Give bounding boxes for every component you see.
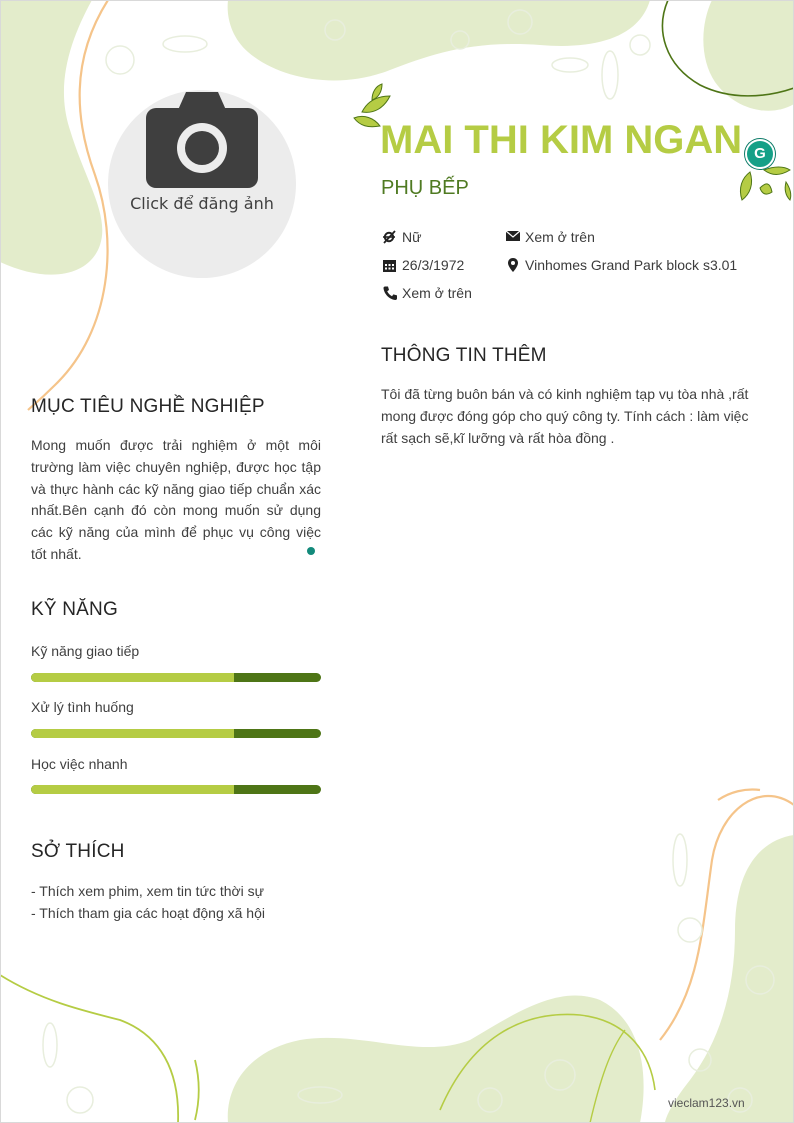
footer-brand[interactable]: vieclam123.vn <box>668 1096 745 1110</box>
extra-info-text: Tôi đã từng buôn bán và có kinh nghiệm tạp vụ tòa nhà ,rất mong được đóng góp cho quý công ty. Tính cách : làm việc rất sạch sẽ,kĩ lưỡng và rất hòa đồng . <box>381 386 749 446</box>
map-pin-icon <box>505 257 521 273</box>
grammarly-icon[interactable]: G <box>745 139 775 169</box>
calendar-icon <box>382 257 398 273</box>
hobby-item: - Thích xem phim, xem tin tức thời sự <box>31 883 265 899</box>
photo-caption: Click để đăng ảnh <box>130 194 274 213</box>
phone-icon <box>382 285 398 301</box>
job-title: PHỤ BẾP <box>381 177 469 199</box>
skill-bar-fill <box>31 729 234 738</box>
skills-title: KỸ NĂNG <box>31 599 118 620</box>
email-item <box>505 228 595 246</box>
cursor-dot <box>307 547 315 555</box>
skill-bar-fill <box>31 785 234 794</box>
phone-value: Xem ở trên <box>402 285 472 301</box>
objective-text: Mong muốn được trải nghiệm ở một môi trường làm việc chuyên nghiệp, được học tập và thực hành các kỹ năng giao tiếp chuẩn xác nhất.Bên cạnh đó còn mong muốn sử dụng các kỹ năng của mình để phục vụ công việc tốt nhất. <box>31 437 321 562</box>
hobby-item: - Thích tham gia các hoạt động xã hội <box>31 905 265 921</box>
hobbies-title: SỞ THÍCH <box>31 841 125 862</box>
candidate-name: MAI THI KIM NGAN <box>380 118 743 162</box>
envelope-icon <box>505 228 521 244</box>
birthday-value: 26/3/1972 <box>402 257 465 273</box>
gender-neuter-icon <box>382 229 398 245</box>
address-value: Vinhomes Grand Park block s3.01 <box>525 257 738 273</box>
objective-title: MỤC TIÊU NGHỀ NGHIỆP <box>31 396 265 417</box>
birthday-item <box>382 256 464 274</box>
skill-bar-fill <box>31 673 234 682</box>
skill-bar <box>31 729 321 738</box>
camera-icon <box>146 90 258 190</box>
extra-info-title: THÔNG TIN THÊM <box>381 345 547 366</box>
gender-item <box>382 228 421 246</box>
photo-upload[interactable] <box>108 90 296 278</box>
address-item <box>505 256 737 274</box>
skill-label: Kỹ năng giao tiếp <box>31 643 140 659</box>
skill-bar <box>31 673 321 682</box>
skill-label: Xử lý tình huống <box>31 699 134 715</box>
skill-bar <box>31 785 321 794</box>
email-value: Xem ở trên <box>525 229 595 245</box>
phone-item <box>382 284 472 302</box>
gender-value: Nữ <box>402 229 422 245</box>
skill-label: Học việc nhanh <box>31 756 128 772</box>
